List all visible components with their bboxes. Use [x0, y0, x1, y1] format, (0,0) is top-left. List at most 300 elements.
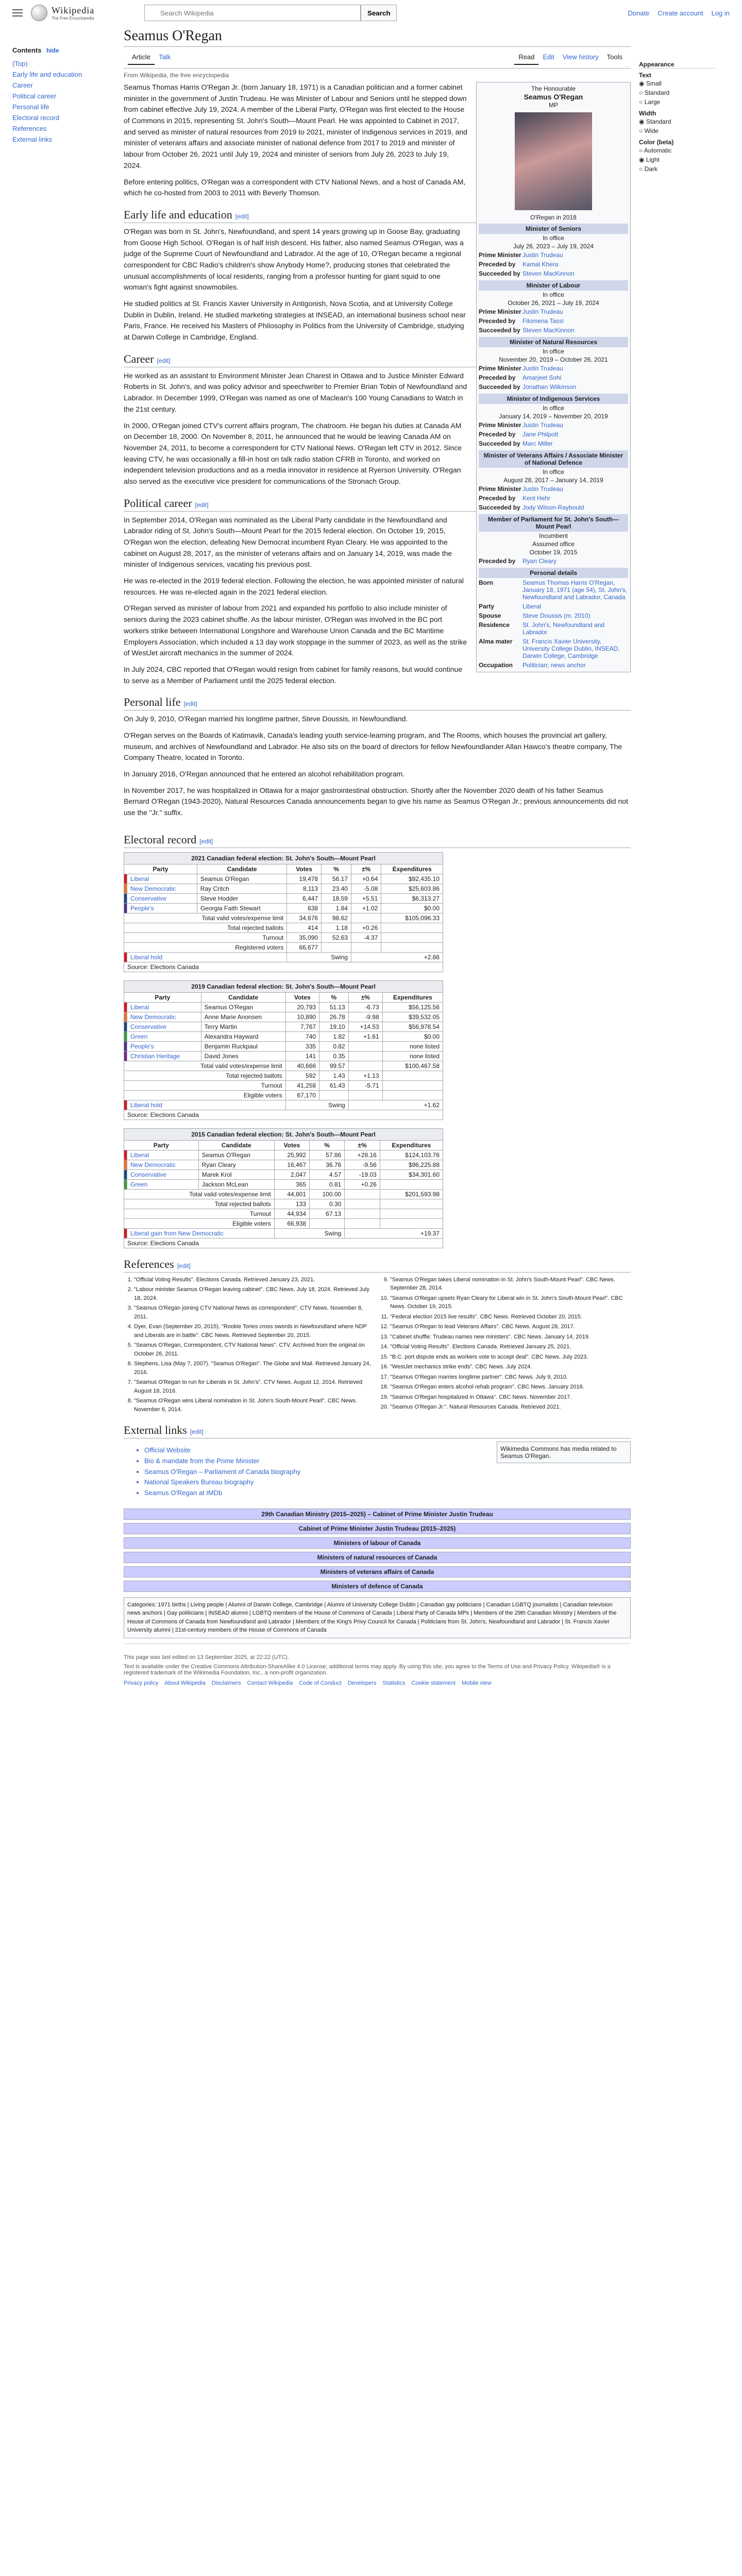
reference-item[interactable]: 11. "Federal election 2015 live results". CBC News. Retrieved October 20, 2015. — [390, 1313, 631, 1321]
infobox-section-title[interactable]: Minister of Indigenous Services — [479, 394, 628, 404]
option-label: Small — [646, 80, 662, 87]
cell-exp: $39,532.05 — [382, 1012, 443, 1022]
summary-cell: 1.18 — [322, 923, 351, 933]
radio-icon[interactable]: ○ — [639, 165, 645, 173]
infobox-value[interactable]: St. Francis Xavier University, University College Dublin, INSEAD, Darwin College, Cambridge — [522, 638, 620, 659]
paragraph: He studied politics at St. Francis Xavier University in Antigonish, Nova Scotia, and at University College Dublin in Dublin, Ireland. He studied marketing strategies at INSEAD, an international business school near Paris, France. He received his Masters of Philosophy in Politics from the University of Cambridge, studying at Darwin College in Cambridge, England. — [124, 299, 466, 342]
column-header: Party — [124, 864, 197, 874]
reference-item[interactable]: 17. "Seamus O'Regan marries longtime partner". CBC News. July 9, 2010. — [390, 1373, 631, 1382]
user-links — [628, 9, 730, 17]
infobox-row — [479, 660, 628, 670]
infobox-section-title[interactable]: Personal details — [479, 568, 628, 578]
summary-cell: 98.62 — [322, 913, 351, 923]
cell-cand[interactable]: Georgia Faith Stewart — [197, 903, 286, 913]
radio-icon[interactable]: ○ — [639, 147, 644, 154]
cell-pct: 0.81 — [310, 1179, 345, 1189]
summary-cell — [345, 1189, 380, 1199]
infobox-value[interactable]: Amarjeet Sohi — [522, 374, 562, 381]
navbox — [124, 1537, 631, 1549]
infobox-section-title[interactable]: Member of Parliament for St. John's South—Mount Pearl — [479, 514, 628, 532]
color-label: Color (beta) — [639, 139, 674, 146]
cell-party[interactable]: Green — [127, 1179, 199, 1189]
cell-votes: 16,467 — [274, 1160, 309, 1170]
infobox-key: Party — [479, 603, 495, 610]
reference-item[interactable]: 5. "Seamus O'Regan, Correspondent, CTV National News". CTV. Archived from the original on October 26, 2011. — [134, 1341, 375, 1358]
cell-votes: 7,767 — [285, 1022, 319, 1031]
column-header: ±% — [345, 1140, 380, 1150]
reference-item[interactable]: 9. "Seamus O'Regan takes Liberal nomination in St. John's South-Mount Pearl". CBC News. September 28, 2014. — [390, 1276, 631, 1293]
cell-party[interactable]: Liberal — [127, 1002, 201, 1012]
column-header: Candidate — [198, 1140, 274, 1150]
cell-exp: none listed — [382, 1041, 443, 1051]
cell-chg: -9.56 — [345, 1160, 380, 1170]
cell-party[interactable]: New Democratic — [127, 1160, 199, 1170]
external-link[interactable]: • Seamus O'Regan at IMDb — [144, 1488, 631, 1499]
summary-row — [124, 923, 443, 933]
infobox-row — [479, 307, 628, 316]
infobox-row — [479, 260, 628, 269]
infobox-row — [479, 602, 628, 611]
edit-link[interactable]: [edit] — [199, 837, 213, 845]
reference-item[interactable]: 13. "Cabinet shuffle: Trudeau names new ministers". CBC News. January 14, 2019. — [390, 1333, 631, 1342]
cell-exp: $96,225.88 — [380, 1160, 443, 1170]
text-option[interactable] — [639, 97, 716, 107]
result-text[interactable]: Liberal hold — [127, 1100, 286, 1110]
reference-item[interactable]: 1. "Official Voting Results". Elections Canada. Retrieved January 23, 2021. — [134, 1276, 375, 1284]
reference-item[interactable]: 2. "Labour minister Seamus O'Regan leaving cabinet". CBC News. July 18, 2024. Retrieved July 18, 2024. — [134, 1285, 375, 1302]
paragraph: In September 2014, O'Regan was nominated as the Liberal Party candidate in the Newfoundland and Labrador riding of St. John's South—Mount Pearl for the 2015 federal election. On October 19, 2015, O'Regan won the election, defeating New Democrat incumbent Ryan Cleary. He was appointed to the cabinet on August 28, 2017, as the minister of veterans affairs and on January 14, 2019, was made the minister of Indigenous services, vacating his previous post. — [124, 515, 452, 569]
summary-cell: 35,090 — [287, 933, 322, 942]
reference-item[interactable]: 6. Stephens, Lisa (May 7, 2007). "Seamus O'Regan". The Globe and Mail. Retrieved January 24, 2016. — [134, 1360, 375, 1377]
option-label: Standard — [644, 89, 670, 96]
cell-party[interactable]: Liberal — [127, 1150, 199, 1160]
cell-party[interactable]: People's — [127, 1041, 201, 1051]
cell-pct: 51.13 — [319, 1002, 349, 1012]
cell-cand[interactable]: Seamus O'Regan — [198, 1150, 274, 1160]
infobox-mp: MP — [549, 101, 558, 109]
summary-cell — [382, 1090, 443, 1100]
source-text[interactable]: Source: Elections Canada — [124, 1110, 443, 1120]
summary-cell — [380, 1209, 443, 1218]
summary-cell — [345, 1218, 380, 1228]
section-heading: External links — [124, 1423, 187, 1436]
summary-cell: 100.00 — [310, 1189, 345, 1199]
infobox-row — [479, 382, 628, 392]
edit-link[interactable]: [edit] — [235, 212, 249, 220]
navbox-title[interactable]: Ministers of veterans affairs of Canada — [124, 1567, 630, 1577]
summary-cell — [319, 1090, 349, 1100]
reference-item[interactable]: 4. Dyer, Evan (September 20, 2015). "Rookie Tories cross swords in Newfoundland where NDP and Liberals are in battle". CBC News. Retrieved September 20, 2015. — [134, 1323, 375, 1340]
cell-chg: -5.08 — [351, 884, 381, 893]
toc-item[interactable]: Political career — [12, 92, 57, 100]
summary-row — [124, 1061, 443, 1071]
navbox — [124, 1523, 631, 1534]
option-label: Standard — [646, 118, 671, 125]
summary-row — [124, 1080, 443, 1090]
summary-row — [124, 1071, 443, 1080]
color-option[interactable] — [639, 164, 716, 174]
search-input[interactable] — [144, 5, 361, 21]
footer-link[interactable]: Privacy policy — [124, 1680, 159, 1686]
summary-cell: 592 — [285, 1071, 319, 1080]
summary-cell: 44,934 — [274, 1209, 309, 1218]
infobox-value[interactable]: Justin Trudeau — [522, 421, 563, 429]
cell-votes: 335 — [285, 1041, 319, 1051]
commons-text[interactable]: Wikimedia Commons has media related to Seamus O'Regan. — [500, 1445, 617, 1460]
summary-cell: 99.57 — [319, 1061, 349, 1071]
summary-cell — [348, 1061, 382, 1071]
toc-item[interactable]: Personal life — [12, 103, 49, 111]
infobox-line: In office — [543, 234, 564, 242]
cell-votes: 2,047 — [274, 1170, 309, 1179]
tab-edit[interactable]: Edit — [543, 53, 554, 61]
infobox-key: Succeeded by — [479, 504, 520, 511]
infobox-value[interactable]: Jane Philpott — [522, 431, 559, 438]
summary-cell: +1.13 — [348, 1071, 382, 1080]
cell-cand[interactable]: David Jones — [201, 1051, 285, 1061]
reference-item[interactable]: 15. "B.C. port dispute ends as workers vote to accept deal". CBC News. July 2023. — [390, 1353, 631, 1362]
cell-votes: 740 — [285, 1031, 319, 1041]
toc-item[interactable]: (Top) — [12, 60, 28, 67]
summary-cell: +0.26 — [351, 923, 381, 933]
edit-link[interactable]: [edit] — [157, 357, 171, 364]
summary-cell — [348, 1090, 382, 1100]
summary-row — [124, 1218, 443, 1228]
portrait-photo[interactable] — [515, 112, 592, 210]
section-heading: Political career — [124, 496, 192, 510]
cell-cand[interactable]: Ryan Cleary — [198, 1160, 274, 1170]
infobox-value[interactable]: Liberal — [522, 603, 542, 610]
radio-icon[interactable]: ○ — [639, 89, 645, 96]
infobox-key: Preceded by — [479, 557, 516, 565]
navbox-title[interactable]: Ministers of natural resources of Canada — [124, 1552, 630, 1563]
external-link[interactable]: • Bio & mandate from the Prime Minister — [144, 1456, 631, 1467]
cell-pct: 18.59 — [322, 893, 351, 903]
search-button[interactable]: Search — [361, 5, 397, 21]
table-row — [124, 874, 443, 884]
edit-link[interactable]: [edit] — [183, 700, 197, 708]
main-menu-icon[interactable] — [12, 9, 23, 16]
footer-link[interactable]: Contact Wikipedia — [247, 1680, 293, 1686]
cell-chg: -9.98 — [348, 1012, 382, 1022]
tab-article[interactable]: Article — [128, 50, 155, 65]
infobox-section-title[interactable]: Minister of Seniors — [479, 224, 628, 234]
login-link[interactable]: Log in — [711, 9, 730, 17]
infobox-section-title[interactable]: Minister of Natural Resources — [479, 337, 628, 347]
tab-read[interactable]: Read — [514, 50, 538, 65]
toc-item[interactable]: External links — [12, 135, 53, 143]
infobox-section-title[interactable]: Minister of Veterans Affairs / Associate Minister of National Defence — [479, 450, 628, 468]
infobox-key: Alma mater — [479, 638, 513, 645]
footer-link[interactable]: Code of Conduct — [299, 1680, 342, 1686]
infobox-row — [479, 439, 628, 448]
infobox-key: Born — [479, 579, 493, 586]
summary-cell: $201,593.98 — [380, 1189, 443, 1199]
infobox-row — [479, 326, 628, 335]
summary-cell: 41,258 — [285, 1080, 319, 1090]
cell-exp: $0.00 — [382, 1031, 443, 1041]
infobox-name: Seamus O'Regan — [524, 93, 583, 101]
cell-pct: 19.10 — [319, 1022, 349, 1031]
cell-party[interactable]: Christian Heritage — [127, 1051, 201, 1061]
infobox-line: October 19, 2015 — [529, 549, 578, 556]
cell-party[interactable]: Conservative — [127, 1022, 201, 1031]
column-header: Votes — [285, 992, 319, 1002]
infobox-line: January 14, 2019 – November 20, 2019 — [499, 413, 608, 420]
tab-talk[interactable]: Talk — [159, 53, 171, 61]
summary-cell: Turnout — [124, 1209, 275, 1218]
footer-link[interactable]: Mobile view — [462, 1680, 492, 1686]
navbox — [124, 1552, 631, 1563]
cell-party[interactable]: Conservative — [127, 893, 197, 903]
edit-link[interactable]: [edit] — [195, 501, 209, 509]
infobox-value[interactable]: Marc Miller — [522, 440, 553, 447]
column-header: Expenditures — [382, 992, 443, 1002]
cell-cand[interactable]: Alexandra Hayward — [201, 1031, 285, 1041]
infobox-value[interactable]: Ryan Cleary — [522, 557, 557, 565]
toc-item[interactable]: Electoral record — [12, 114, 60, 122]
infobox-value[interactable]: Justin Trudeau — [522, 308, 563, 315]
infobox-value[interactable]: Jonathan Wilkinson — [522, 383, 577, 391]
source-text[interactable]: Source: Elections Canada — [124, 962, 443, 972]
infobox-key: Prime Minister — [479, 308, 521, 315]
summary-cell: $100,467.58 — [382, 1061, 443, 1071]
categories-box[interactable]: Categories: 1971 births | Living people | Alumni of Darwin College, Cambridge | Alumni of University College Dublin | Canadian gay politicians | Canadian LGBTQ journalists | Canadian television news anchors | Gay politicians | INSEAD alumni | LGBTQ members of the House of Commons of Canada | Liberal Party of Canada MPs | Members of the 29th Canadian Ministry | Members of the House of Commons of Canada from Newfoundland and Labrador | Members of the King's Privy Council for Canada | Politicians from St. John's, Newfoundland and Labrador | St. Francis Xavier University alumni | 21st-century members of the House of Commons of Canada — [124, 1597, 631, 1638]
infobox-section-title[interactable]: Minister of Labour — [479, 280, 628, 291]
cell-party[interactable]: Green — [127, 1031, 201, 1041]
section-heading: Personal life — [124, 696, 181, 709]
cell-pct: 4.57 — [310, 1170, 345, 1179]
summary-cell — [345, 1209, 380, 1218]
cell-cand[interactable]: Anne Marie Anonsen — [201, 1012, 285, 1022]
infobox-value[interactable]: Justin Trudeau — [522, 365, 563, 372]
result-text[interactable]: Liberal gain from New Democratic — [127, 1228, 275, 1238]
paragraph: He was re-elected in the 2019 federal election. Following the election, he was appointed minister of natural resources. He was re-elected again in the 2021 federal election. — [124, 577, 464, 596]
table-row — [124, 1031, 443, 1041]
text-option[interactable] — [639, 88, 716, 97]
footer-link[interactable]: Cookie statement — [411, 1680, 456, 1686]
cell-cand[interactable]: Seamus O'Regan — [197, 874, 286, 884]
summary-row — [124, 913, 443, 923]
infobox-row — [479, 637, 628, 660]
external-link[interactable]: • Official Website — [144, 1445, 631, 1456]
radio-icon[interactable]: ◉ — [639, 118, 646, 125]
navbox — [124, 1581, 631, 1592]
cell-party[interactable]: Liberal — [127, 874, 197, 884]
summary-cell — [381, 942, 443, 952]
infobox-line: In office — [543, 291, 564, 298]
lead-paragraph: Seamus Thomas Harris O'Regan Jr. (born January 18, 1971) is a Canadian politician and a former cabinet minister in the government of Justin Trudeau. He was Minister of Labour and Seniors until he stepped down from cabinet effective July 19, 2024. A member of the Liberal Party, O'Regan was first elected to the House of Commons in 2015, representing St. John's South—Mount Pearl. He was appointed to Cabinet in 2017, and served as minister of natural resources from 2019 to 2021, minister of Indigenous services in 2019, and minister of veterans affairs and associate minister of national defence from 2017 to 2019 and minister of labour from October 26, 2021 until July 19, 2024 and minister of seniors from July 26, 2023 to July 19, 2024. — [124, 83, 467, 170]
footer-link[interactable]: Developers — [347, 1680, 377, 1686]
commons-box — [497, 1442, 631, 1463]
tab-tools[interactable]: Tools — [606, 53, 622, 61]
cell-chg: +28.16 — [345, 1150, 380, 1160]
section-heading: Electoral record — [124, 833, 197, 846]
result-text[interactable]: Liberal hold — [127, 952, 287, 962]
reference-item[interactable]: 12. "Seamus O'Regan to lead Veterans Affairs". CBC News. August 28, 2017. — [390, 1323, 631, 1331]
swing-value: +2.86 — [351, 952, 443, 962]
toc-item[interactable]: Career — [12, 81, 33, 89]
width-option[interactable] — [639, 117, 716, 126]
infobox-key: Occupation — [479, 662, 513, 669]
column-header: Expenditures — [381, 864, 443, 874]
option-label: Automatic — [644, 147, 672, 154]
toc-title: Contents — [12, 46, 42, 54]
table-row — [124, 1051, 443, 1061]
wikipedia-logo[interactable] — [31, 5, 134, 21]
table-row — [124, 1160, 443, 1170]
reference-item[interactable]: 20. "Seamus O'Regan Jr.". Natural Resources Canada. Retrieved 2021. — [390, 1403, 631, 1412]
reference-item[interactable]: 10. "Seamus O'Regan upsets Ryan Cleary for Liberal win in St. John's South-Mount Pearl". CBC News. October 19, 2015. — [390, 1294, 631, 1311]
column-header: Expenditures — [380, 1140, 443, 1150]
summary-cell — [382, 1080, 443, 1090]
summary-cell: 66,938 — [274, 1218, 309, 1228]
donate-link[interactable]: Donate — [628, 9, 650, 17]
infobox-value[interactable]: Politician; news anchor — [522, 662, 586, 669]
infobox-row — [479, 250, 628, 260]
cell-party[interactable]: New Democratic — [127, 1012, 201, 1022]
radio-icon[interactable]: ○ — [639, 98, 645, 106]
radio-icon[interactable]: ◉ — [639, 80, 646, 87]
column-header: Party — [124, 1140, 199, 1150]
reference-item[interactable]: 19. "Seamus O'Regan hospitalized in Ottawa". CBC News. November 2017. — [390, 1393, 631, 1402]
radio-icon[interactable]: ○ — [639, 127, 645, 134]
infobox-key: Succeeded by — [479, 440, 520, 447]
summary-cell: 44,801 — [274, 1189, 309, 1199]
cell-pct: 1.82 — [319, 1031, 349, 1041]
cell-pct: 36.76 — [310, 1160, 345, 1170]
infobox-value[interactable]: Steven MacKinnon — [522, 327, 575, 334]
infobox-value[interactable]: Steve Doussis (m. 2010) — [522, 612, 591, 619]
footer-link[interactable]: Statistics — [382, 1680, 406, 1686]
paragraph: In 2000, O'Regan joined CTV's current affairs program, The chatroom. He began his duties at Canada AM on December 18, 2000. On November 8, 2011, he announced that he would be leaving Canada AM on November 24, 2011, to become a correspondent for CTV National News. O'Regan left CTV in 2012. Since leaving CTV, he was occasionally a fill-in host on talk radio station CFRB in Toronto, and worked on independent television productions and as a media innovator in residence at Ryerson University. O'Regan also served as the executive vice president for communications of the Stronach Group. — [124, 421, 462, 485]
edit-link[interactable]: [edit] — [190, 1428, 204, 1435]
reference-item[interactable]: 14. "Official Voting Results". Elections Canada. Retrieved January 25, 2021. — [390, 1343, 631, 1351]
infobox-key: Succeeded by — [479, 327, 520, 334]
create-account-link[interactable]: Create account — [657, 9, 703, 17]
summary-cell: Turnout — [124, 1080, 286, 1090]
cell-chg: +0.64 — [351, 874, 381, 884]
cell-cand[interactable]: Jackson McLean — [198, 1179, 274, 1189]
infobox-value[interactable]: St. John's, Newfoundland and Labrador — [522, 621, 605, 636]
infobox-key: Spouse — [479, 612, 501, 619]
column-header: Candidate — [201, 992, 285, 1002]
election-table — [124, 1128, 443, 1248]
edit-link[interactable]: [edit] — [177, 1262, 191, 1269]
radio-icon[interactable]: ◉ — [639, 156, 646, 163]
summary-cell: Total rejected ballots — [124, 1199, 275, 1209]
cell-cand[interactable]: Marek Krol — [198, 1170, 274, 1179]
summary-cell: Total rejected ballots — [124, 923, 287, 933]
section-heading: Career — [124, 352, 154, 365]
infobox-value[interactable]: Kamal Khera — [522, 261, 559, 268]
reference-item[interactable]: 3. "Seamus O'Regan joining CTV National News as correspondent". CTV News. November 8, 2011. — [134, 1304, 375, 1321]
infobox-value[interactable]: Justin Trudeau — [522, 485, 563, 493]
infobox-value[interactable]: Steven MacKinnon — [522, 270, 575, 277]
infobox-key: Preceded by — [479, 374, 516, 381]
navbox-title[interactable]: 29th Canadian Ministry (2015–2025) – Cabinet of Prime Minister Justin Trudeau — [124, 1509, 630, 1519]
summary-cell: 67,170 — [285, 1090, 319, 1100]
color-option[interactable] — [639, 146, 716, 155]
summary-cell: 40,666 — [285, 1061, 319, 1071]
cell-exp: $56,125.56 — [382, 1002, 443, 1012]
infobox-line: July 26, 2023 – July 19, 2024 — [513, 243, 594, 250]
external-link[interactable]: • National Speakers Bureau biography — [144, 1477, 631, 1488]
color-option[interactable] — [639, 155, 716, 164]
infobox-value[interactable]: Seamus Thomas Harris O'Regan, January 18, 1971 (age 54), St. John's, Newfoundland and Labrador, Canada — [522, 579, 628, 601]
cell-exp: $0.00 — [381, 903, 443, 913]
election-caption: 2021 Canadian federal election: St. John's South—Mount Pearl — [124, 852, 443, 864]
cell-exp: $25,603.86 — [381, 884, 443, 893]
cell-party[interactable]: Conservative — [127, 1170, 199, 1179]
summary-cell: Registered voters — [124, 942, 287, 952]
infobox-row — [479, 364, 628, 373]
source-text[interactable]: Source: Elections Canada — [124, 1238, 443, 1248]
footer-link[interactable]: About Wikipedia — [164, 1680, 206, 1686]
appearance-title: Appearance — [639, 61, 716, 69]
search-bar — [144, 5, 397, 21]
infobox-line: Assumed office — [532, 540, 575, 548]
external-link[interactable]: • Seamus O'Regan – Parliament of Canada biography — [144, 1467, 631, 1478]
infobox-value[interactable]: Justin Trudeau — [522, 251, 563, 259]
summary-cell: Total valid votes/expense limit — [124, 1061, 286, 1071]
option-label: Dark — [644, 165, 657, 173]
summary-cell: -5.71 — [348, 1080, 382, 1090]
summary-cell — [322, 942, 351, 952]
source-row — [124, 1238, 443, 1248]
column-header: Candidate — [197, 864, 286, 874]
reference-item[interactable]: 18. "Seamus O'Regan enters alcohol rehab program". CBC News. January 2016. — [390, 1383, 631, 1392]
election-table — [124, 852, 443, 972]
reference-item[interactable]: 16. "WestJet mechanics strike ends". CBC News. July 2024. — [390, 1363, 631, 1371]
navbox-title[interactable]: Ministers of defence of Canada — [124, 1581, 630, 1591]
cell-exp: $92,435.10 — [381, 874, 443, 884]
navbox-title[interactable]: Cabinet of Prime Minister Justin Trudeau (2015–2025) — [124, 1523, 630, 1534]
cell-cand[interactable]: Terry Martin — [201, 1022, 285, 1031]
table-header-row — [124, 864, 443, 874]
summary-cell: Total valid votes/expense limit — [124, 913, 287, 923]
cell-cand[interactable]: Ray Critch — [197, 884, 286, 893]
reference-item[interactable]: 7. "Seamus O'Regan to run for Liberals in St. John's". CTV News. August 12, 2014. Retrieved August 18, 2016. — [134, 1378, 375, 1395]
toc-item[interactable]: References — [12, 125, 47, 132]
cell-party[interactable]: People's — [127, 903, 197, 913]
cell-cand[interactable]: Benjamin Ruckpaul — [201, 1041, 285, 1051]
cell-party[interactable]: New Democratic — [127, 884, 197, 893]
text-option[interactable] — [639, 79, 716, 88]
toc-item[interactable]: Early life and education — [12, 71, 82, 78]
reference-item[interactable]: 8. "Seamus O'Regan wins Liberal nomination in St. John's South-Mount Pearl". CBC News. November 6, 2014. — [134, 1397, 375, 1414]
tab-history[interactable]: View history — [562, 53, 599, 61]
navbox-title[interactable]: Ministers of labour of Canada — [124, 1538, 630, 1548]
infobox-value[interactable]: Kent Hehr — [522, 495, 551, 502]
navbox — [124, 1566, 631, 1578]
summary-cell: -4.37 — [351, 933, 381, 942]
globe-icon — [31, 5, 47, 21]
toc-hide[interactable]: hide — [46, 47, 59, 54]
infobox-value[interactable]: Jody Wilson-Raybould — [522, 504, 584, 511]
width-option[interactable] — [639, 126, 716, 135]
summary-cell: 0.30 — [310, 1199, 345, 1209]
summary-cell: Turnout — [124, 933, 287, 942]
cell-cand[interactable]: Seamus O'Regan — [201, 1002, 285, 1012]
cell-cand[interactable]: Steve Hodder — [197, 893, 286, 903]
infobox-key: Preceded by — [479, 261, 516, 268]
table-row — [124, 1170, 443, 1179]
infobox-key: Residence — [479, 621, 510, 629]
footer-link[interactable]: Disclaimers — [211, 1680, 241, 1686]
cell-exp: $124,103.76 — [380, 1150, 443, 1160]
infobox-value[interactable]: Filomena Tassi — [522, 317, 564, 325]
